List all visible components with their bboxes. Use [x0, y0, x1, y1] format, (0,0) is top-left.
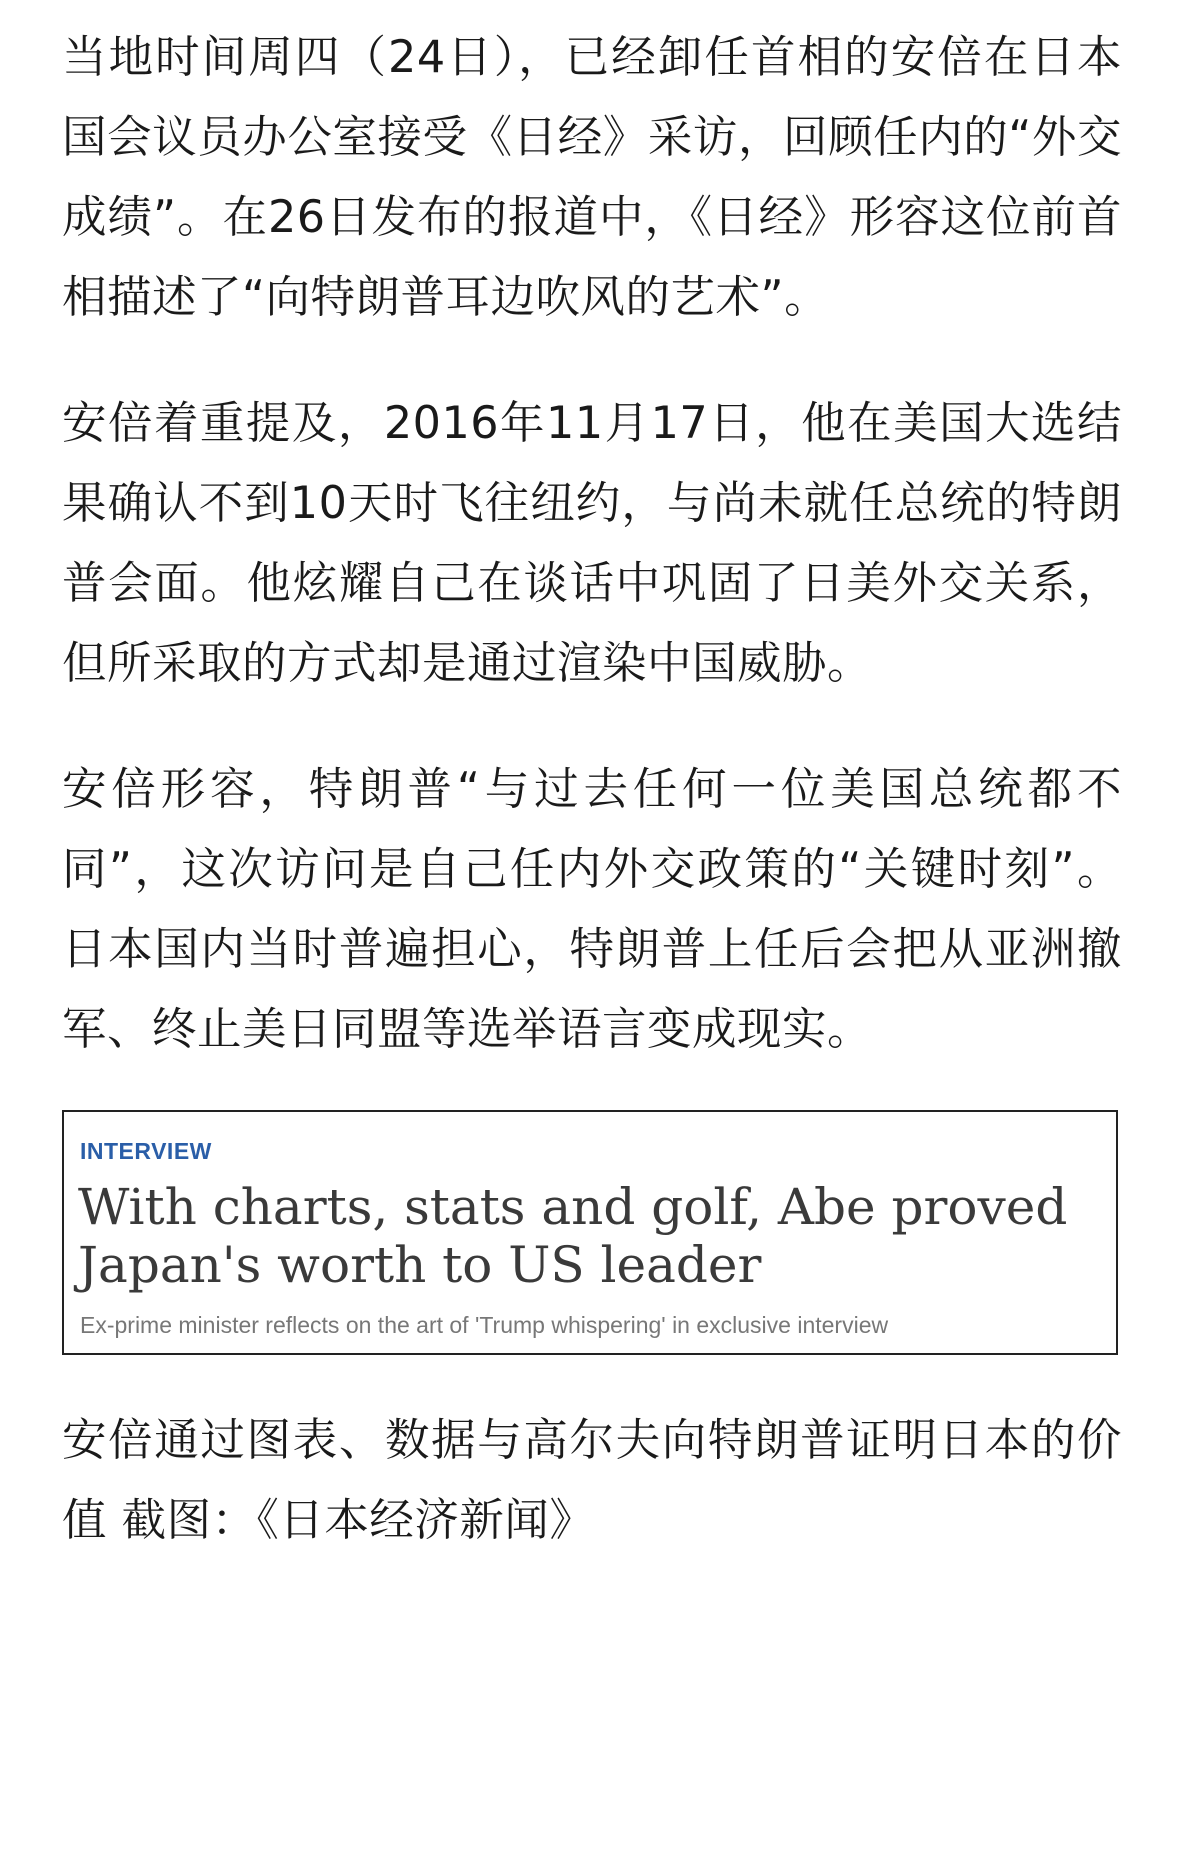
figure-headline[interactable]	[78, 1178, 1108, 1294]
article-paragraph-1: 当地时间周四（24日），已经卸任首相的安倍在日本国会议员办公室接受《日经》采访，回顾任内的“外交成绩”。在26日发布的报道中，《日经》形容这位前首相描述了“向特朗普耳边吹风的艺术”。	[62, 32, 1122, 323]
article-paragraph-2: 安倍着重提及，2016年11月17日，他在美国大选结果确认不到10天时飞往纽约，与尚未就任总统的特朗普会面。他炫耀自己在谈话中巩固了日美外交关系，但所采取的方式却是通过渲染中国威胁。	[62, 398, 1122, 689]
figure-standfirst: Ex-prime minister reflects on the art of 'Trump whispering' in exclusive interview	[80, 1312, 889, 1338]
screenshot-figure	[62, 1110, 1118, 1355]
article-body	[62, 18, 1122, 1561]
figure-headline-line-1: With charts, stats and golf, Abe proved	[78, 1178, 1068, 1236]
figure-caption: 安倍通过图表、数据与高尔夫向特朗普证明日本的价值 截图：《日本经济新闻》	[62, 1415, 1122, 1546]
article-paragraph-3: 安倍形容，特朗普“与过去任何一位美国总统都不同”，这次访问是自己任内外交政策的“关键时刻”。日本国内当时普遍担心，特朗普上任后会把从亚洲撤军、终止美日同盟等选举语言变成现实。	[62, 764, 1122, 1055]
figure-kicker: INTERVIEW	[80, 1138, 212, 1164]
figure-headline-line-2: Japan's worth to US leader	[78, 1236, 762, 1294]
